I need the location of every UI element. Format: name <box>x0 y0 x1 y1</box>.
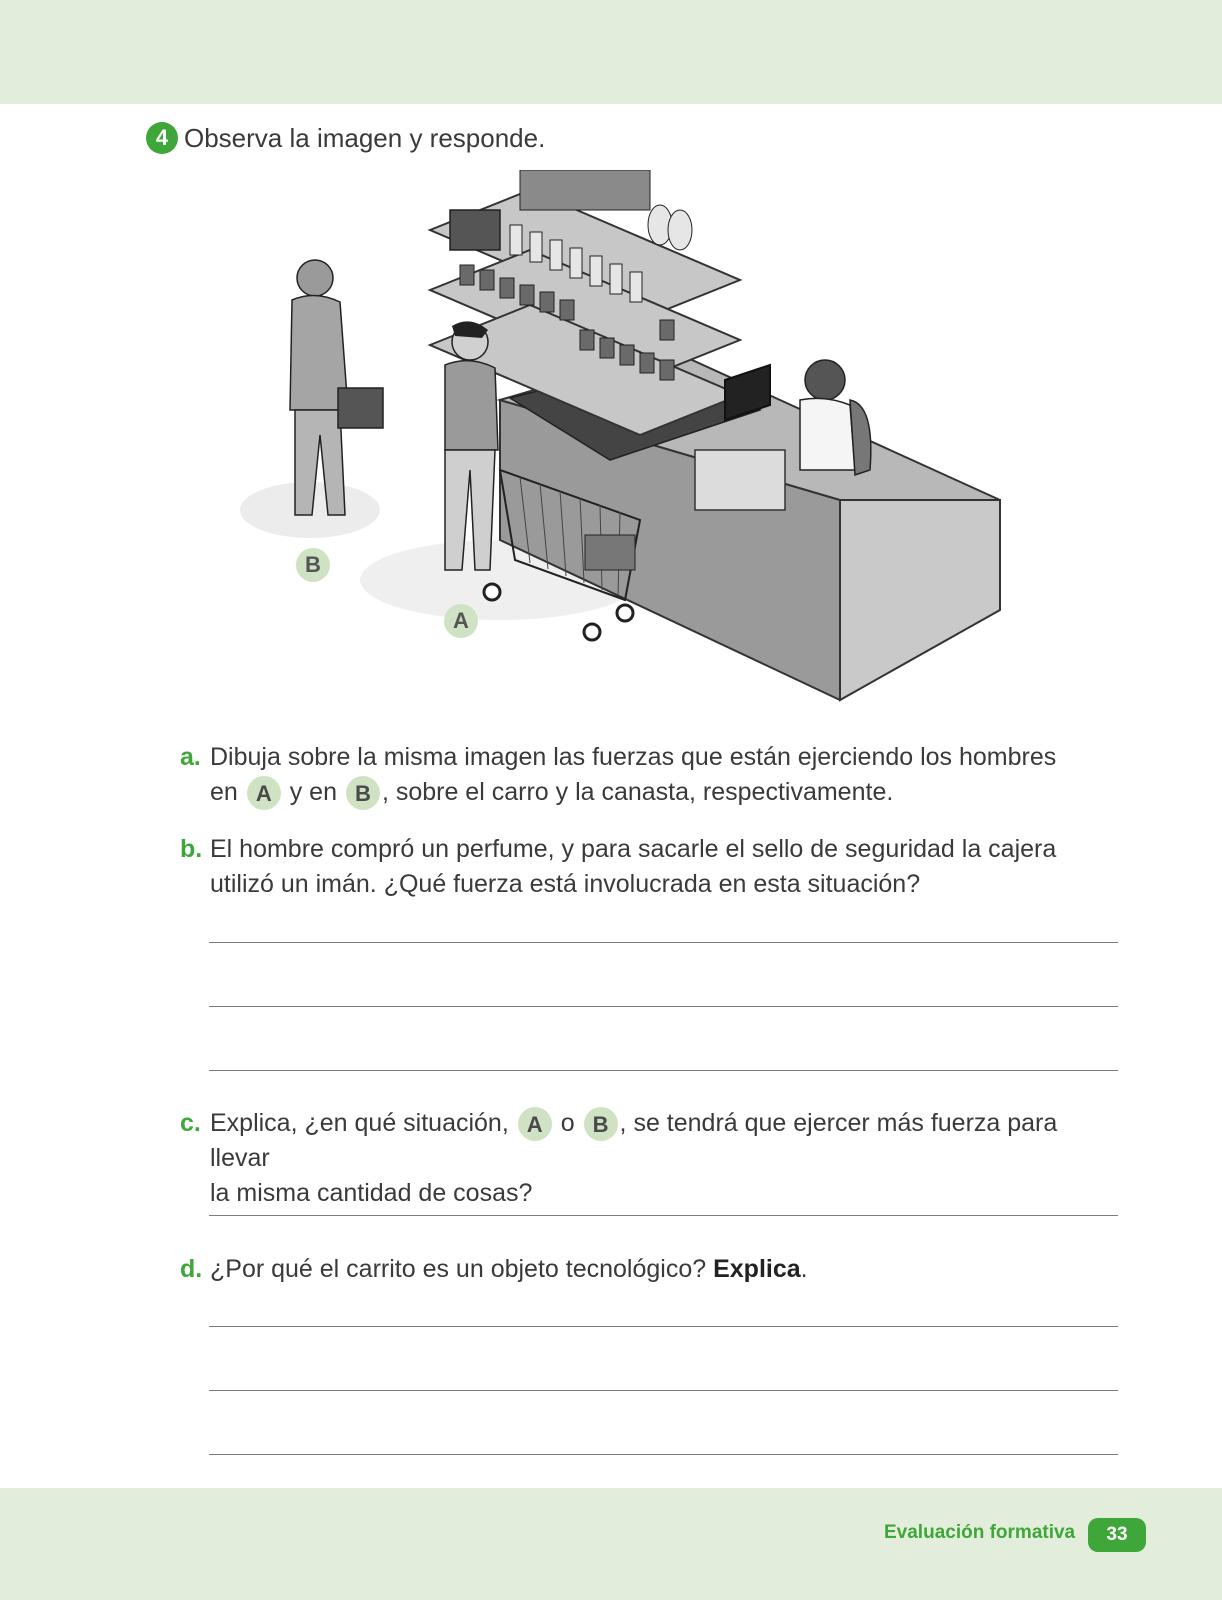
answer-line[interactable] <box>209 942 1118 943</box>
item-d-period: . <box>800 1255 808 1283</box>
item-b <box>180 832 1120 902</box>
answer-line[interactable] <box>209 1326 1118 1327</box>
item-c-line-2: la misma cantidad de cosas? <box>210 1179 533 1208</box>
item-b-line-1: El hombre compró un perfume, y para sacarle el sello de seguridad la cajera <box>210 835 1057 863</box>
question-heading <box>146 122 545 154</box>
item-d-letter: d. <box>180 1255 203 1283</box>
item-d-bold-explica: Explica <box>713 1255 801 1283</box>
footer-band <box>0 1488 1222 1600</box>
item-c-letter: c. <box>180 1109 201 1137</box>
answer-line[interactable] <box>209 1006 1118 1007</box>
item-c-line-1 <box>210 1106 1120 1176</box>
item-a-text-y-en: y en <box>289 778 337 806</box>
item-b-letter: b. <box>180 835 203 863</box>
item-d-line-1 <box>210 1252 1120 1287</box>
item-c-text-rest: , se tendrá que ejercer más fuerza para llevar <box>210 1109 1058 1173</box>
item-c <box>180 1106 1120 1211</box>
badge-b: B <box>584 1107 618 1141</box>
badge-a: A <box>518 1107 552 1141</box>
item-a-text-rest: , sobre el carro y la canasta, respectivamente. <box>381 778 894 806</box>
checkout-scene-image <box>240 170 1020 720</box>
question-prompt: Observa la imagen y responde. <box>184 122 546 153</box>
answer-line[interactable] <box>209 1454 1118 1455</box>
item-a-text-en: en <box>210 778 238 806</box>
badge-b: B <box>346 776 380 810</box>
item-b-line-2: utilizó un imán. ¿Qué fuerza está involucrada en esta situación? <box>210 870 921 898</box>
item-a-line-1: Dibuja sobre la misma imagen las fuerzas que están ejerciendo los hombres <box>210 743 1057 771</box>
label-a-badge: A <box>444 604 478 638</box>
answer-line[interactable] <box>209 1215 1118 1216</box>
header-band <box>0 0 1222 104</box>
footer-section-title: Evaluación formativa <box>884 1522 1076 1543</box>
label-b-badge: B <box>296 548 330 582</box>
checkout-illustration <box>240 170 1020 725</box>
item-c-text-o: o <box>560 1109 575 1137</box>
item-c-text-start: Explica, ¿en qué situación, <box>210 1109 509 1137</box>
question-number: 4 <box>146 122 178 154</box>
item-a <box>180 740 1120 810</box>
answer-line[interactable] <box>209 1070 1118 1071</box>
item-a-line-2 <box>210 775 1120 810</box>
item-d-text: ¿Por qué el carrito es un objeto tecnológico? <box>210 1255 707 1283</box>
item-d <box>180 1252 1120 1287</box>
item-a-letter: a. <box>180 743 201 771</box>
answer-line[interactable] <box>209 1390 1118 1391</box>
badge-a: A <box>247 776 281 810</box>
page-number: 33 <box>1088 1518 1146 1552</box>
